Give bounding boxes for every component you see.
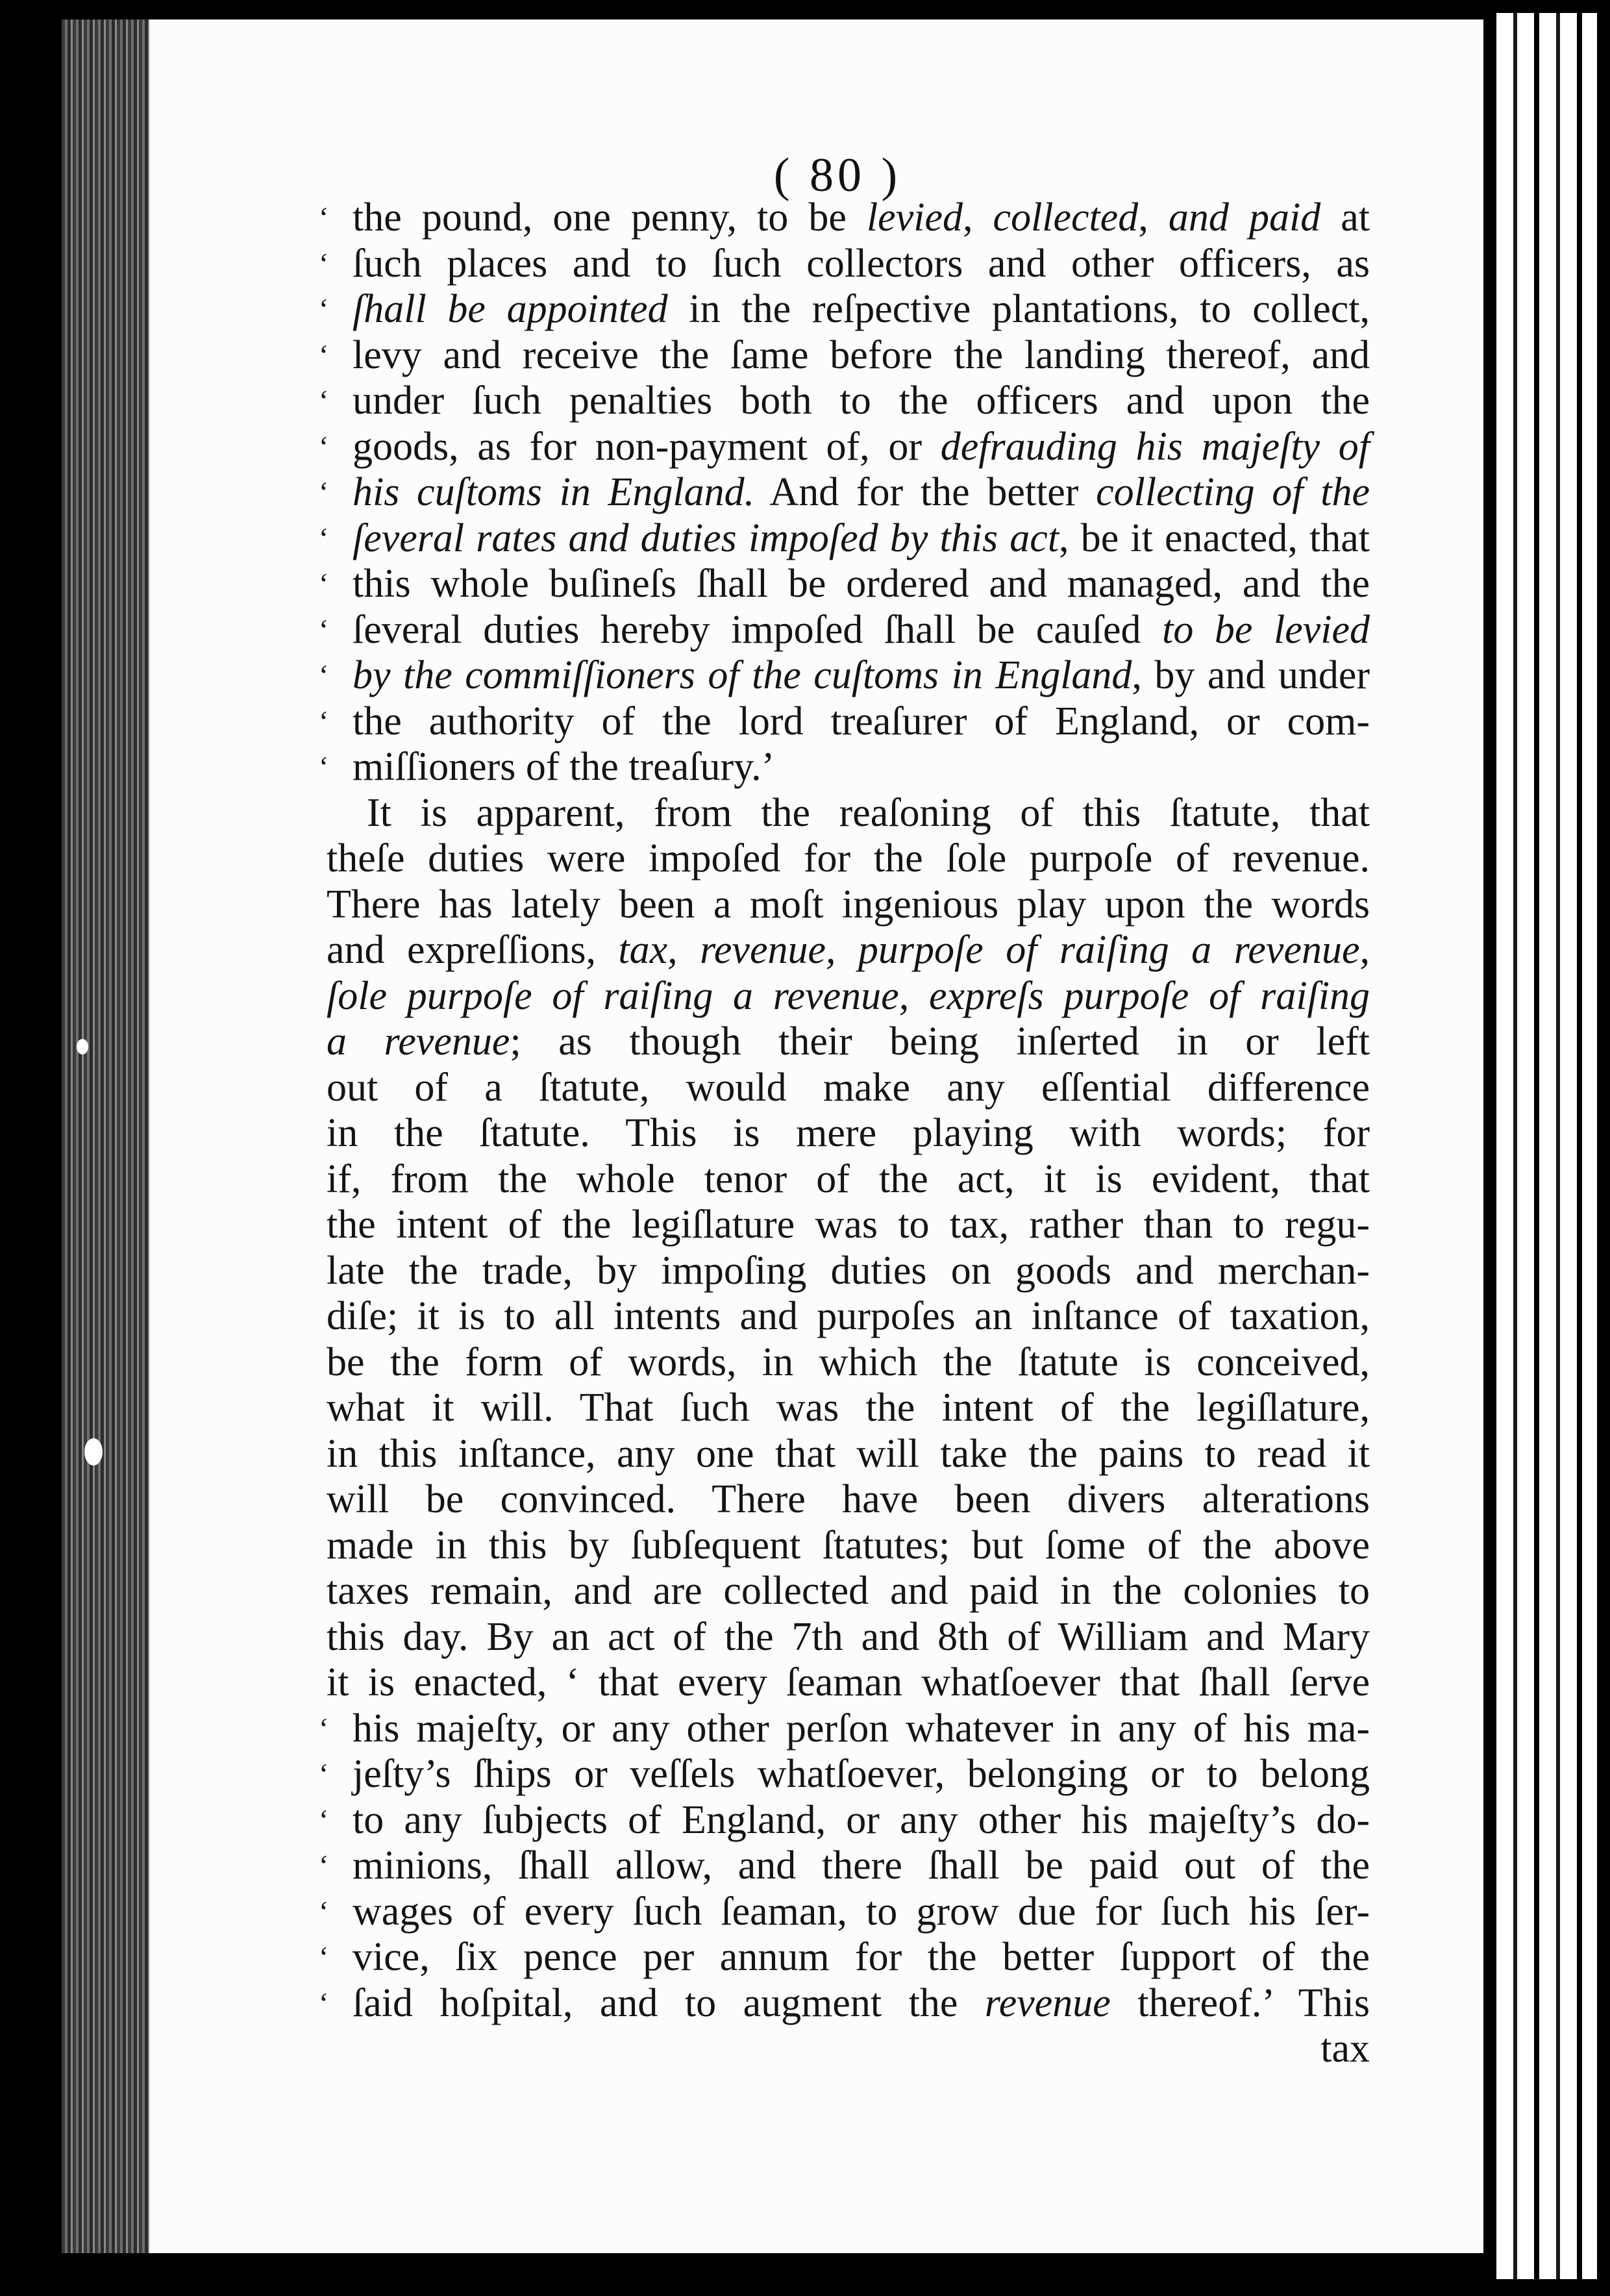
text-run: There has lately been a moſt ingenious play upon the words — [327, 882, 1370, 927]
text-line — [327, 1614, 1370, 1660]
italic-text: revenue — [984, 1980, 1111, 2025]
quote-mark: ‘ — [319, 567, 329, 600]
text-run: under ſuch penalties both to the officers and upon the — [353, 379, 1370, 423]
text-run: tax — [1320, 2027, 1370, 2071]
text-run: vice, ſix pence per annum for the better ſupport of the — [353, 1935, 1370, 1979]
text-line — [319, 195, 1370, 241]
text-line — [319, 1706, 1370, 1752]
text-line — [327, 927, 1370, 973]
text-run: , — [1138, 195, 1169, 240]
text-run: what it will. That ſuch was the intent of the legiſlature, — [327, 1386, 1370, 1430]
text-run: ſeveral duties hereby impoſed ſhall be cauſed — [353, 607, 1163, 652]
quote-mark: ‘ — [319, 612, 329, 646]
italic-text: collecting of the — [1096, 470, 1370, 514]
italic-text: tax, revenue, purpoſe of raiſing a revenue, — [618, 928, 1370, 972]
text-run: this day. By an act of the 7th and 8th of William and Mary — [327, 1614, 1370, 1659]
text-line — [319, 1980, 1370, 2027]
italic-text: ſole purpoſe of raiſing a revenue, expreſs purpoſe of raiſing — [327, 973, 1370, 1018]
text-run: diſe; it is to all intents and purpoſes an inſtance of taxation, — [327, 1294, 1370, 1338]
italic-text: ſhall be appointed — [353, 287, 668, 331]
text-line — [327, 882, 1370, 928]
text-line — [327, 1385, 1370, 1431]
text-line — [327, 836, 1370, 882]
page-blemish — [84, 1438, 103, 1466]
text-line — [319, 424, 1370, 470]
text-line — [327, 1477, 1370, 1523]
text-line — [327, 1156, 1370, 1203]
text-line — [319, 744, 1370, 790]
text-line — [319, 1843, 1370, 1889]
quote-mark: ‘ — [319, 292, 329, 325]
text-line — [319, 1934, 1370, 1980]
italic-text: by the commiſſioners of the cuſtoms in England — [353, 653, 1132, 697]
text-run: at — [1320, 195, 1370, 240]
page-number: ( 80 ) — [773, 149, 902, 202]
text-line — [319, 607, 1370, 653]
text-run: goods, as for non-payment of, or — [353, 424, 941, 469]
quote-mark: ‘ — [319, 1940, 329, 1973]
book-spine-gutter — [62, 19, 153, 2253]
quote-mark: ‘ — [319, 521, 329, 555]
text-run: levy and receive the ſame before the landing thereof, and — [353, 332, 1370, 377]
text-line — [327, 1523, 1370, 1569]
text-run: the pound, one penny, to be — [353, 195, 867, 240]
text-run: minions, ſhall allow, and there ſhall be paid out of the — [353, 1843, 1370, 1888]
text-run: be the form of words, in which the ſtatute is conceived, — [327, 1340, 1370, 1384]
text-run: miſſioners of the treaſury.’ — [353, 745, 775, 789]
italic-text: levied — [866, 195, 963, 240]
text-run: jeſty’s ſhips or veſſels whatſoever, belonging or to belong — [353, 1752, 1370, 1796]
text-line — [319, 1797, 1370, 1843]
text-run: And for the better — [754, 470, 1096, 514]
quote-mark: ‘ — [319, 1757, 329, 1790]
text-line — [319, 469, 1370, 516]
text-run: late the trade, by impoſing duties on goods and merchan- — [327, 1248, 1370, 1293]
text-run: taxes remain, and are collected and paid in the colonies to — [327, 1569, 1370, 1613]
text-run: his majeſty, or any other perſon whatever in any of his ma- — [353, 1706, 1370, 1751]
text-run: it is enacted, ‘ that every ſeaman whatſoever that ſhall ſerve — [327, 1660, 1370, 1704]
quote-mark: ‘ — [319, 704, 329, 738]
facing-page-strip — [1496, 13, 1597, 2279]
text-run: , by and under — [1132, 653, 1370, 697]
text-line — [319, 653, 1370, 699]
text-run: theſe duties were impoſed for the ſole purpoſe of revenue. — [327, 836, 1370, 880]
italic-text: his cuſtoms in England. — [353, 470, 755, 514]
text-line — [327, 1065, 1370, 1111]
quote-mark: ‘ — [319, 246, 329, 280]
italic-text: to be levied — [1162, 607, 1370, 652]
text-line — [319, 1751, 1370, 1797]
text-run: and expreſſions, — [327, 928, 619, 972]
quote-mark: ‘ — [319, 429, 329, 463]
text-line — [319, 378, 1370, 424]
quote-mark: ‘ — [319, 1986, 329, 2019]
quote-mark: ‘ — [319, 658, 329, 692]
text-line — [319, 332, 1370, 379]
text-run: to any ſubjects of England, or any other his majeſty’s do- — [353, 1797, 1370, 1842]
text-line — [327, 2026, 1370, 2072]
text-line — [319, 1889, 1370, 1935]
text-line — [319, 561, 1370, 607]
italic-text: and paid — [1168, 195, 1321, 240]
text-line — [319, 241, 1370, 287]
text-line — [327, 1568, 1370, 1614]
quote-mark: ‘ — [319, 1803, 329, 1836]
text-run: wages of every ſuch ſeaman, to grow due for ſuch his ſer- — [353, 1889, 1370, 1934]
text-run: in this inſtance, any one that will take the pains to read it — [327, 1431, 1370, 1476]
text-line — [327, 1202, 1370, 1248]
italic-text: a revenue — [327, 1019, 510, 1064]
text-run: made in this by ſubſequent ſtatutes; but ſome of the above — [327, 1523, 1370, 1567]
quote-mark: ‘ — [319, 338, 329, 371]
text-line — [327, 1019, 1370, 1065]
text-line — [319, 286, 1370, 332]
text-line — [327, 1110, 1370, 1156]
text-run: It is apparent, from the reaſoning of this ſtatute, that — [367, 790, 1370, 835]
text-run: , be it enacted, that — [1059, 516, 1370, 560]
text-run: this whole buſineſs ſhall be ordered and managed, and the — [353, 562, 1370, 606]
text-line — [327, 790, 1370, 836]
page-blemish — [77, 1039, 88, 1054]
text-run: ſaid hoſpital, and to augment the — [353, 1980, 985, 2025]
text-line — [319, 699, 1370, 745]
text-run: thereof.’ This — [1110, 1980, 1370, 2025]
quote-mark: ‘ — [319, 1711, 329, 1745]
text-run: the authority of the lord treaſurer of England, or com- — [353, 699, 1370, 743]
italic-text: collected — [993, 195, 1139, 240]
text-line — [327, 973, 1370, 1019]
text-run: the intent of the legiſlature was to tax, rather than to regu- — [327, 1203, 1370, 1247]
text-run: ſuch places and to ſuch collectors and other officers, as — [353, 241, 1370, 286]
text-run: , — [962, 195, 993, 240]
text-run: out of a ſtatute, would make any eſſential difference — [327, 1065, 1370, 1110]
quote-mark: ‘ — [319, 475, 329, 508]
text-line — [327, 1431, 1370, 1477]
text-line — [327, 1340, 1370, 1386]
text-line — [327, 1293, 1370, 1340]
quote-mark: ‘ — [319, 1849, 329, 1882]
text-line — [327, 1248, 1370, 1294]
text-run: in the reſpective plantations, to collect, — [667, 287, 1370, 331]
text-run: will be convinced. There have been divers alterations — [327, 1477, 1370, 1521]
italic-text: defrauding his majeſty of — [940, 424, 1370, 469]
text-line — [327, 1660, 1370, 1706]
quote-mark: ‘ — [319, 384, 329, 417]
italic-text: ſeveral rates and duties impoſed by this act — [353, 516, 1059, 560]
quote-mark: ‘ — [319, 1894, 329, 1928]
text-line — [319, 516, 1370, 562]
text-run: in the ſtatute. This is mere playing with words; for — [327, 1111, 1370, 1155]
text-run: ; as though their being inſerted in or left — [510, 1019, 1370, 1064]
text-run: if, from the whole tenor of the act, it is evident, that — [327, 1156, 1370, 1201]
quote-mark: ‘ — [319, 201, 329, 234]
quote-mark: ‘ — [319, 750, 329, 783]
body-text — [319, 195, 1370, 2072]
